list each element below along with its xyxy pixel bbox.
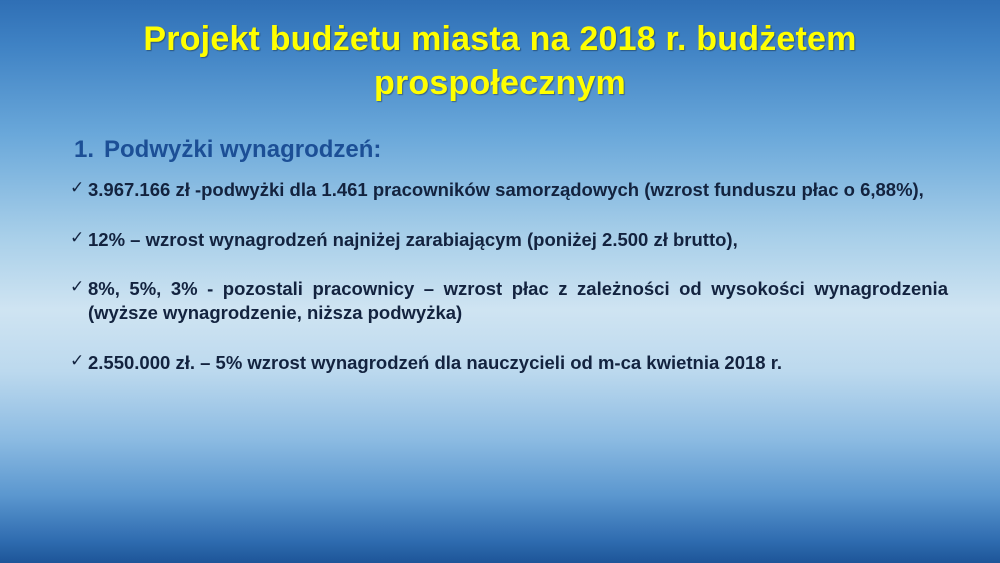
check-icon: ✓: [70, 227, 85, 247]
list-item: [70, 351, 948, 375]
list-item: [70, 228, 948, 252]
check-icon: ✓: [70, 277, 85, 297]
bullet-list: [70, 178, 950, 374]
section-heading: [70, 136, 950, 164]
section-title: Podwyżki wynagrodzeń:: [104, 136, 382, 163]
list-item: [70, 277, 948, 324]
slide-title: Projekt budżetu miasta na 2018 r. budżetem prospołecznym: [143, 20, 857, 102]
list-item-text: 2.550.000 zł. – 5% wzrost wynagrodzeń dla nauczycieli od m-ca kwietnia 2018 r.: [88, 351, 783, 373]
check-icon: ✓: [70, 350, 85, 370]
list-item-text: 12% – wzrost wynagrodzeń najniżej zarabiającym (poniżej 2.500 zł brutto),: [88, 228, 738, 250]
check-icon: ✓: [70, 178, 85, 197]
list-item: [70, 178, 948, 202]
slide-body: [70, 136, 950, 374]
section-number: 1.: [74, 136, 95, 163]
list-item-text: 3.967.166 zł -podwyżki dla 1.461 pracowników samorządowych (wzrost funduszu płac o 6,88%),: [88, 179, 924, 200]
list-item-text: 8%, 5%, 3% - pozostali pracownicy – wzrost płac z zależności od wysokości wynagrodzenia (wyższe wynagrodzenie, niższa podwyżka): [88, 278, 948, 324]
